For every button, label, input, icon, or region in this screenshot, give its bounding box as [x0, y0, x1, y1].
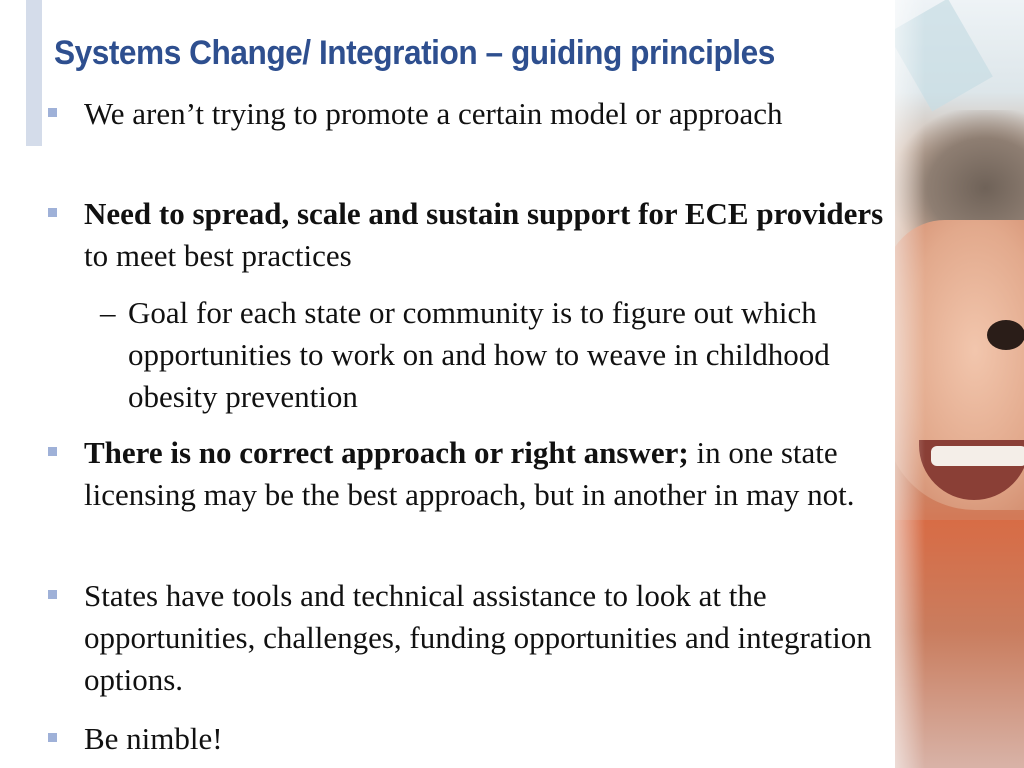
square-bullet-icon	[48, 447, 57, 456]
bullet-item	[84, 432, 884, 516]
bullet-text: to meet best practices	[84, 238, 352, 273]
bullet-text: in one state licensing may be the best approach, but in another in may not.	[84, 435, 855, 512]
sub-bullet-text: Goal for each state or community is to figure out which opportunities to work on and how to weave in childhood obesity prevention	[128, 295, 830, 414]
sub-bullet-item	[100, 292, 868, 418]
bullet-bold-text: There is no correct approach or right answer;	[84, 435, 689, 470]
square-bullet-icon	[48, 208, 57, 217]
bullet-item	[84, 575, 884, 701]
bullet-text: States have tools and technical assistance to look at the opportunities, challenges, funding opportunities and integration options.	[84, 578, 872, 697]
square-bullet-icon	[48, 590, 57, 599]
slide-title: Systems Change/ Integration – guiding principles	[54, 34, 775, 72]
photo-edge-fade	[895, 0, 925, 768]
square-bullet-icon	[48, 108, 57, 117]
bullet-bold-text: Need to spread, scale and sustain support for ECE providers	[84, 196, 884, 231]
bullet-item	[84, 193, 884, 277]
smiling-child-photo	[895, 0, 1024, 768]
bullet-text: We aren’t trying to promote a certain model or approach	[84, 96, 783, 131]
bullet-text: Be nimble!	[84, 721, 223, 756]
photo-teeth	[931, 446, 1024, 466]
photo-eye	[987, 320, 1024, 350]
square-bullet-icon	[48, 733, 57, 742]
bullet-item	[84, 93, 884, 135]
bullet-item	[84, 718, 884, 760]
dash-bullet-icon: –	[100, 295, 116, 330]
